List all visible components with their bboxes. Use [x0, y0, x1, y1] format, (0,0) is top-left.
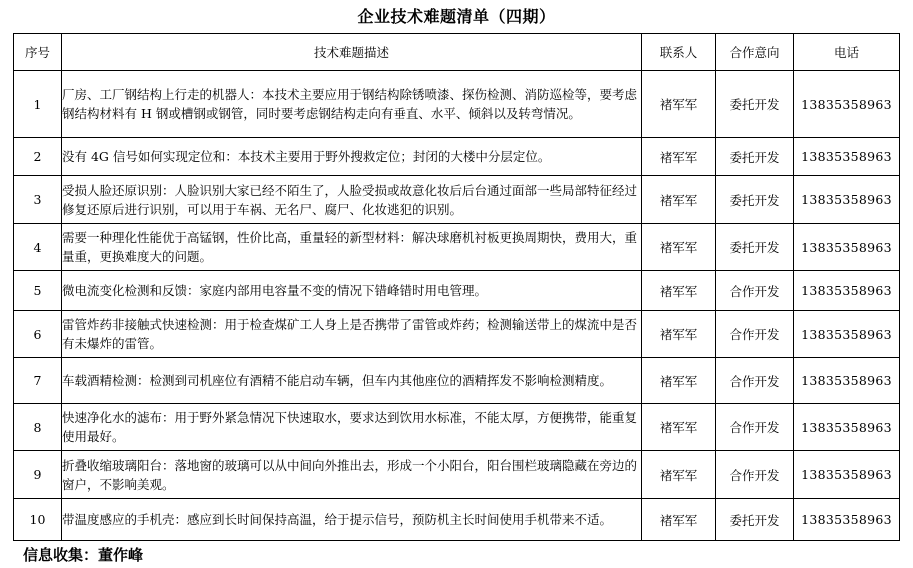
row-no: 9: [14, 451, 62, 499]
row-phone: 13835358963: [794, 451, 900, 499]
row-contact: 褚军军: [642, 224, 716, 271]
table-row: [14, 138, 900, 176]
row-no: 2: [14, 138, 62, 176]
row-desc: 需要一种理化性能优于高锰钢，性价比高，重量轻的新型材料：解决球磨机衬板更换周期快，费用大，重量重，更换难度大的问题。: [62, 224, 642, 271]
table-header-row: [14, 34, 900, 71]
row-intent: 委托开发: [716, 176, 794, 224]
table-row: [14, 451, 900, 499]
row-desc: 车载酒精检测：检测到司机座位有酒精不能启动车辆，但车内其他座位的酒精挥发不影响检测精度。: [62, 358, 642, 404]
table-row: [14, 271, 900, 311]
row-desc: 快速净化水的滤布：用于野外紧急情况下快速取水，要求达到饮用水标准，不能太厚，方便携带，能重复使用最好。: [62, 404, 642, 451]
row-phone: 13835358963: [794, 271, 900, 311]
row-desc: 带温度感应的手机壳：感应到长时间保持高温，给于提示信号，预防机主长时间使用手机带来不适。: [62, 499, 642, 541]
row-no: 1: [14, 71, 62, 138]
row-no: 5: [14, 271, 62, 311]
row-phone: 13835358963: [794, 224, 900, 271]
row-desc: 没有 4G 信号如何实现定位和：本技术主要用于野外搜救定位；封闭的大楼中分层定位。: [62, 138, 642, 176]
row-intent: 委托开发: [716, 499, 794, 541]
table-row: [14, 224, 900, 271]
row-phone: 13835358963: [794, 499, 900, 541]
row-contact: 褚军军: [642, 311, 716, 358]
page-title: 企业技术难题清单（四期）: [357, 7, 556, 26]
row-contact: 褚军军: [642, 451, 716, 499]
row-phone: 13835358963: [794, 71, 900, 138]
row-contact: 褚军军: [642, 176, 716, 224]
row-intent: 委托开发: [716, 138, 794, 176]
table-row: [14, 404, 900, 451]
row-no: 10: [14, 499, 62, 541]
header-desc: 技术难题描述: [62, 34, 642, 71]
row-desc: 折叠收缩玻璃阳台：落地窗的玻璃可以从中间向外推出去，形成一个小阳台，阳台围栏玻璃隐藏在旁边的窗户，不影响美观。: [62, 451, 642, 499]
table-row: [14, 176, 900, 224]
row-intent: 合作开发: [716, 271, 794, 311]
row-contact: 褚军军: [642, 404, 716, 451]
row-desc: 微电流变化检测和反馈：家庭内部用电容量不变的情况下错峰错时用电管理。: [62, 271, 642, 311]
row-contact: 褚军军: [642, 138, 716, 176]
row-contact: 褚军军: [642, 358, 716, 404]
row-intent: 合作开发: [716, 404, 794, 451]
table-row: [14, 71, 900, 138]
problem-table: [13, 33, 900, 541]
footer-collector: 信息收集：董作峰: [23, 546, 144, 564]
row-intent: 合作开发: [716, 451, 794, 499]
row-no: 8: [14, 404, 62, 451]
table-row: [14, 499, 900, 541]
table-row: [14, 311, 900, 358]
table-row: [14, 358, 900, 404]
row-no: 3: [14, 176, 62, 224]
row-contact: 褚军军: [642, 499, 716, 541]
row-contact: 褚军军: [642, 71, 716, 138]
row-no: 6: [14, 311, 62, 358]
row-contact: 褚军军: [642, 271, 716, 311]
row-phone: 13835358963: [794, 404, 900, 451]
row-intent: 委托开发: [716, 224, 794, 271]
row-intent: 合作开发: [716, 311, 794, 358]
row-no: 4: [14, 224, 62, 271]
header-phone: 电话: [794, 34, 900, 71]
row-phone: 13835358963: [794, 138, 900, 176]
row-desc: 雷管炸药非接触式快速检测：用于检查煤矿工人身上是否携带了雷管或炸药；检测输送带上的煤流中是否有未爆炸的雷管。: [62, 311, 642, 358]
header-contact: 联系人: [642, 34, 716, 71]
row-phone: 13835358963: [794, 358, 900, 404]
row-intent: 合作开发: [716, 358, 794, 404]
row-desc: 受损人脸还原识别：人脸识别大家已经不陌生了，人脸受损或故意化妆后后台通过面部一些局部特征经过修复还原后进行识别，可以用于车祸、无名尸、腐尸、化妆逃犯的识别。: [62, 176, 642, 224]
header-intent: 合作意向: [716, 34, 794, 71]
header-no: 序号: [14, 34, 62, 71]
row-phone: 13835358963: [794, 176, 900, 224]
row-no: 7: [14, 358, 62, 404]
row-intent: 委托开发: [716, 71, 794, 138]
row-phone: 13835358963: [794, 311, 900, 358]
row-desc: 厂房、工厂钢结构上行走的机器人：本技术主要应用于钢结构除锈喷漆、探伤检测、消防巡检等，要考虑钢结构材料有 H 钢或槽钢或钢管，同时要考虑钢结构走向有垂直、水平、倾斜以及转弯情况。: [62, 71, 642, 138]
